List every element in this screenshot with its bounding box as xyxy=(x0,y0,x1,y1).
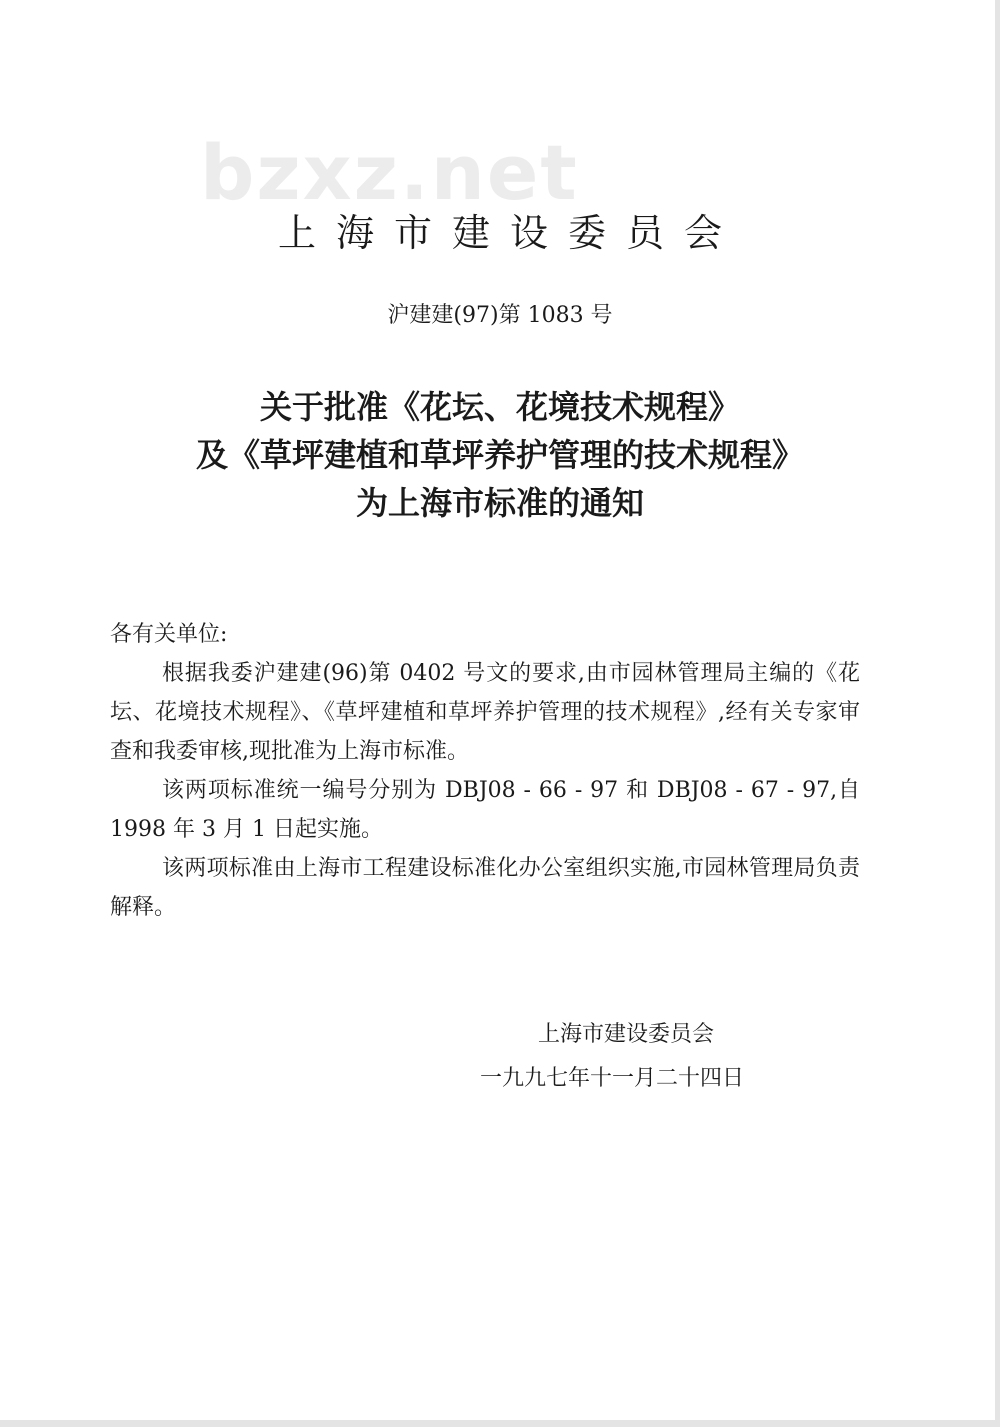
signature-date: 一九九七年十一月二十四日 xyxy=(480,1066,745,1091)
body-paragraph: 根据我委沪建建(96)第 0402 号文的要求,由市园林管理局主编的《花坛、花境技术规程》、《草坪建植和草坪养护管理的技术规程》,经有关专家审查和我委审核,现批准为上海市标准。 xyxy=(110,661,860,764)
body-paragraph: 该两项标准由上海市工程建设标准化办公室组织实施,市园林管理局负责解释。 xyxy=(110,856,860,920)
signature-organization: 上海市建设委员会 xyxy=(538,1022,715,1047)
watermark: bzxz.net xyxy=(200,128,579,217)
title-line: 为上海市标准的通知 xyxy=(355,484,644,522)
salutation: 各有关单位: xyxy=(110,622,228,647)
title-line: 关于批准《花坛、花境技术规程》 xyxy=(259,388,740,426)
body-paragraph: 该两项标准统一编号分别为 DBJ08 - 66 - 97 和 DBJ08 - 67 - 97,自 1998 年 3 月 1 日起实施。 xyxy=(110,778,860,842)
notice-body xyxy=(110,615,860,927)
issuer-heading: 上海市建设委员会 xyxy=(277,211,742,255)
document-number: 沪建建(97)第 1083 号 xyxy=(387,303,613,328)
signature-block xyxy=(480,1013,810,1101)
notice-title xyxy=(0,383,1000,527)
title-line: 及《草坪建植和草坪养护管理的技术规程》 xyxy=(195,436,804,474)
